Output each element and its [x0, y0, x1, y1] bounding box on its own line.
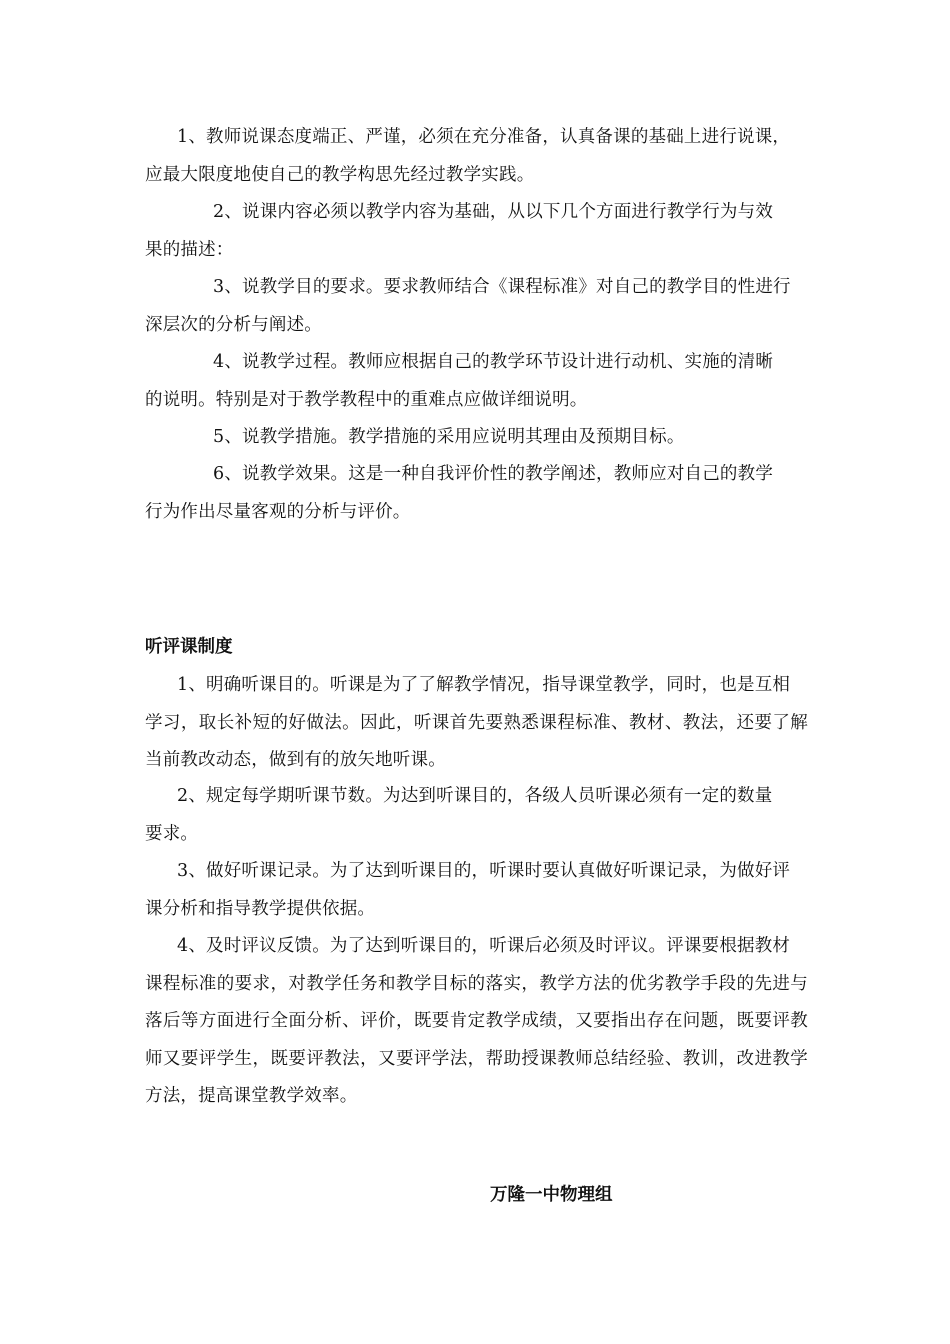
paragraph-first-line: 3、说教学目的要求。要求教师结合《课程标准》对自己的教学目的性进行	[213, 277, 791, 297]
paragraph-first-line: 2、说课内容必须以教学内容为基础，从以下几个方面进行教学行为与效	[213, 202, 774, 222]
paragraph-continuation: 要求。	[145, 823, 199, 844]
paragraph-continuation: 的说明。特别是对于教学教程中的重难点应做详细说明。	[145, 389, 588, 410]
paragraph-continuation: 课程标准的要求，对教学任务和教学目标的落实，教学方法的优劣教学手段的先进与落后等方面进行全面分析、评价，既要肯定教学成绩，又要指出存在问题，既要评教师又要评学生，既要评教法，又要评学法，帮助授课教师总结经验、教训，改进教学方法，提高课堂教学效率。	[145, 973, 808, 1106]
paragraph-first-line: 3、做好听课记录。为了达到听课目的，听课时要认真做好听课记录，为做好评	[177, 861, 791, 881]
paragraph-1	[145, 119, 808, 194]
paragraph-first-line: 2、规定每学期听课节数。为达到听课目的，各级人员听课必须有一定的数量	[177, 786, 773, 806]
paragraph-continuation: 应最大限度地使自己的教学构思先经过教学实践。	[145, 164, 535, 185]
signature: 万隆一中物理组	[490, 1185, 613, 1205]
paragraph-3	[145, 269, 808, 344]
section-heading: 听评课制度	[145, 637, 233, 657]
paragraph-first-line: 6、说教学效果。这是一种自我评价性的教学阐述，教师应对自己的教学	[213, 464, 774, 484]
paragraph-first-line: 4、说教学过程。教师应根据自己的教学环节设计进行动机、实施的清晰	[213, 352, 774, 372]
paragraph-8	[145, 778, 808, 853]
paragraph-5	[145, 419, 808, 457]
paragraph-9	[145, 853, 808, 928]
paragraph-continuation: 果的描述：	[145, 239, 234, 260]
paragraph-4	[145, 344, 808, 419]
paragraph-first-line: 1、明确听课目的。听课是为了了解教学情况，指导课堂教学，同时，也是互相	[177, 675, 791, 695]
paragraph-10	[145, 928, 808, 1116]
paragraph-first-line: 5、说教学措施。教学措施的采用应说明其理由及预期目标。	[213, 427, 685, 447]
paragraph-continuation: 学习，取长补短的好做法。因此，听课首先要熟悉课程标准、教材、教法，还要了解当前教改动态，做到有的放矢地听课。	[145, 712, 808, 770]
paragraph-continuation: 课分析和指导教学提供依据。	[145, 898, 376, 919]
paragraph-2	[145, 194, 808, 269]
paragraph-first-line: 4、及时评议反馈。为了达到听课目的，听课后必须及时评议。评课要根据教材	[177, 936, 791, 956]
paragraph-first-line: 1、教师说课态度端正、严谨，必须在充分准备，认真备课的基础上进行说课，	[177, 127, 791, 147]
paragraph-6	[145, 456, 808, 531]
paragraph-continuation: 行为作出尽量客观的分析与评价。	[145, 501, 411, 522]
paragraph-continuation: 深层次的分析与阐述。	[145, 314, 322, 335]
paragraph-7	[145, 667, 808, 780]
